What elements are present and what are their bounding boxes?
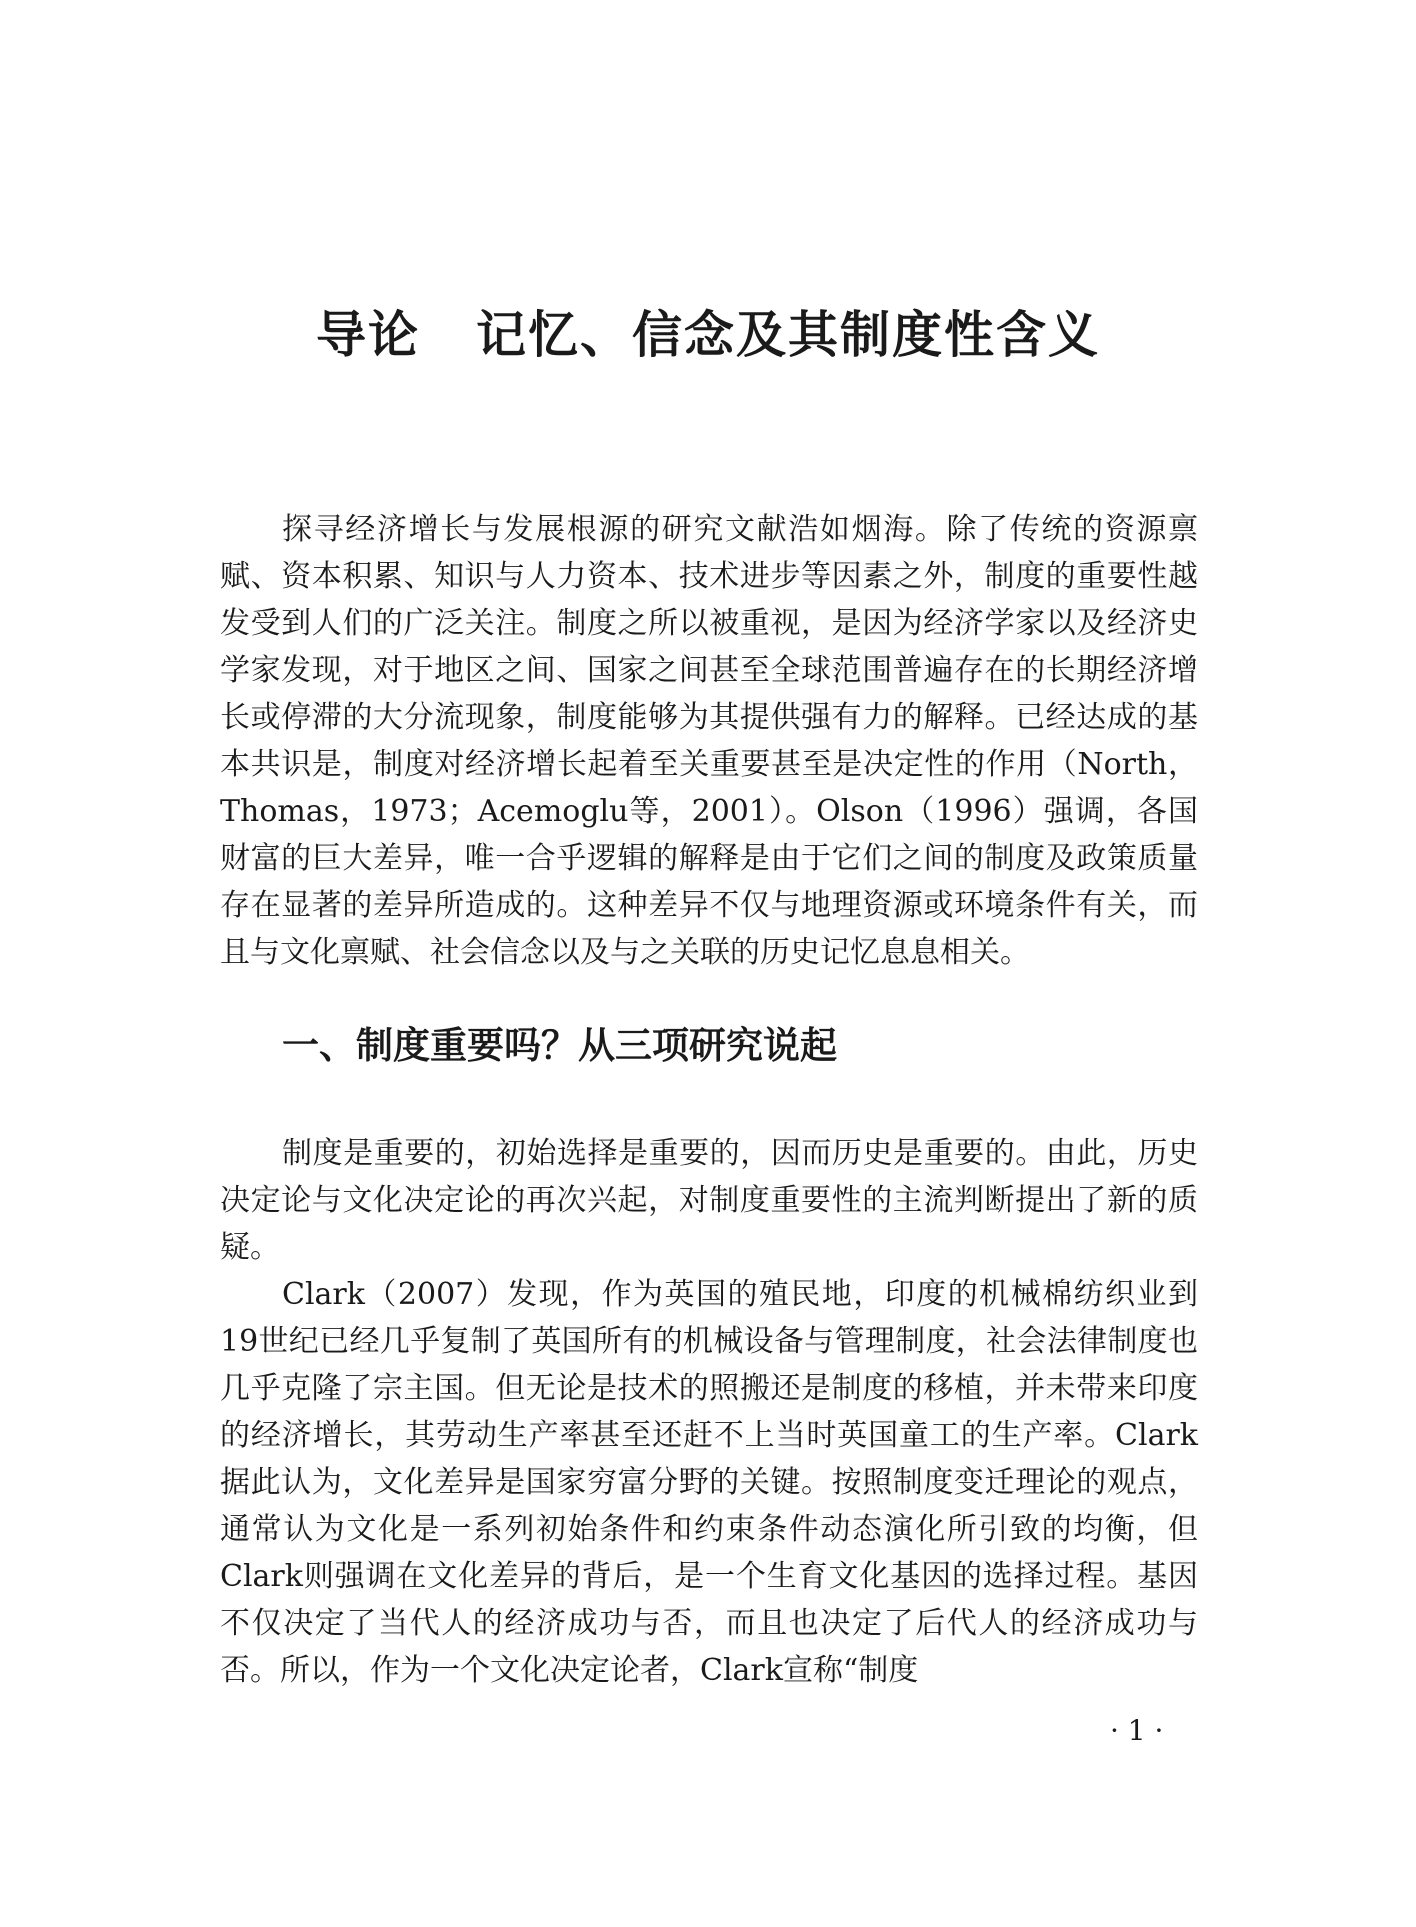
section-paragraph-2: Clark（2007）发现，作为英国的殖民地，印度的机械棉纺织业到19世纪已经几乎复制了英国所有的机械设备与管理制度，社会法律制度也几乎克隆了宗主国。但无论是技术的照搬还是制度的移植，并未带来印度的经济增长，其劳动生产率甚至还赶不上当时英国童工的生产率。Clark据此认为，文化差异是国家穷富分野的关键。按照制度变迁理论的观点，通常认为文化是一系列初始条件和约束条件动态演化所引致的均衡，但Clark则强调在文化差异的背后，是一个生育文化基因的选择过程。基因不仅决定了当代人的经济成功与否，而且也决定了后代人的经济成功与否。所以，作为一个文化决定论者，Clark宣称“制度 (220, 1277, 1198, 1688)
section-heading: 一、制度重要吗？从三项研究说起 (282, 1024, 837, 1067)
intro-text-block (220, 506, 1198, 976)
chapter-label: 导论 (316, 305, 420, 364)
section-text-block (220, 1130, 1198, 1694)
chapter-title-text: 记忆、信念及其制度性含义 (476, 305, 1100, 364)
chapter-title (0, 300, 1416, 370)
page-number: · 1 · (1110, 1714, 1164, 1747)
intro-paragraph: 探寻经济增长与发展根源的研究文献浩如烟海。除了传统的资源禀赋、资本积累、知识与人力资本、技术进步等因素之外，制度的重要性越发受到人们的广泛关注。制度之所以被重视，是因为经济学家以及经济史学家发现，对于地区之间、国家之间甚至全球范围普遍存在的长期经济增长或停滞的大分流现象，制度能够为其提供强有力的解释。已经达成的基本共识是，制度对经济增长起着至关重要甚至是决定性的作用（North，Thomas，1973；Acemoglu等，2001）。Olson（1996）强调，各国财富的巨大差异，唯一合乎逻辑的解释是由于它们之间的制度及政策质量存在显著的差异所造成的。这种差异不仅与地理资源或环境条件有关，而且与文化禀赋、社会信念以及与之关联的历史记忆息息相关。 (220, 512, 1198, 970)
section-paragraph-1: 制度是重要的，初始选择是重要的，因而历史是重要的。由此，历史决定论与文化决定论的再次兴起，对制度重要性的主流判断提出了新的质疑。 (220, 1136, 1198, 1265)
